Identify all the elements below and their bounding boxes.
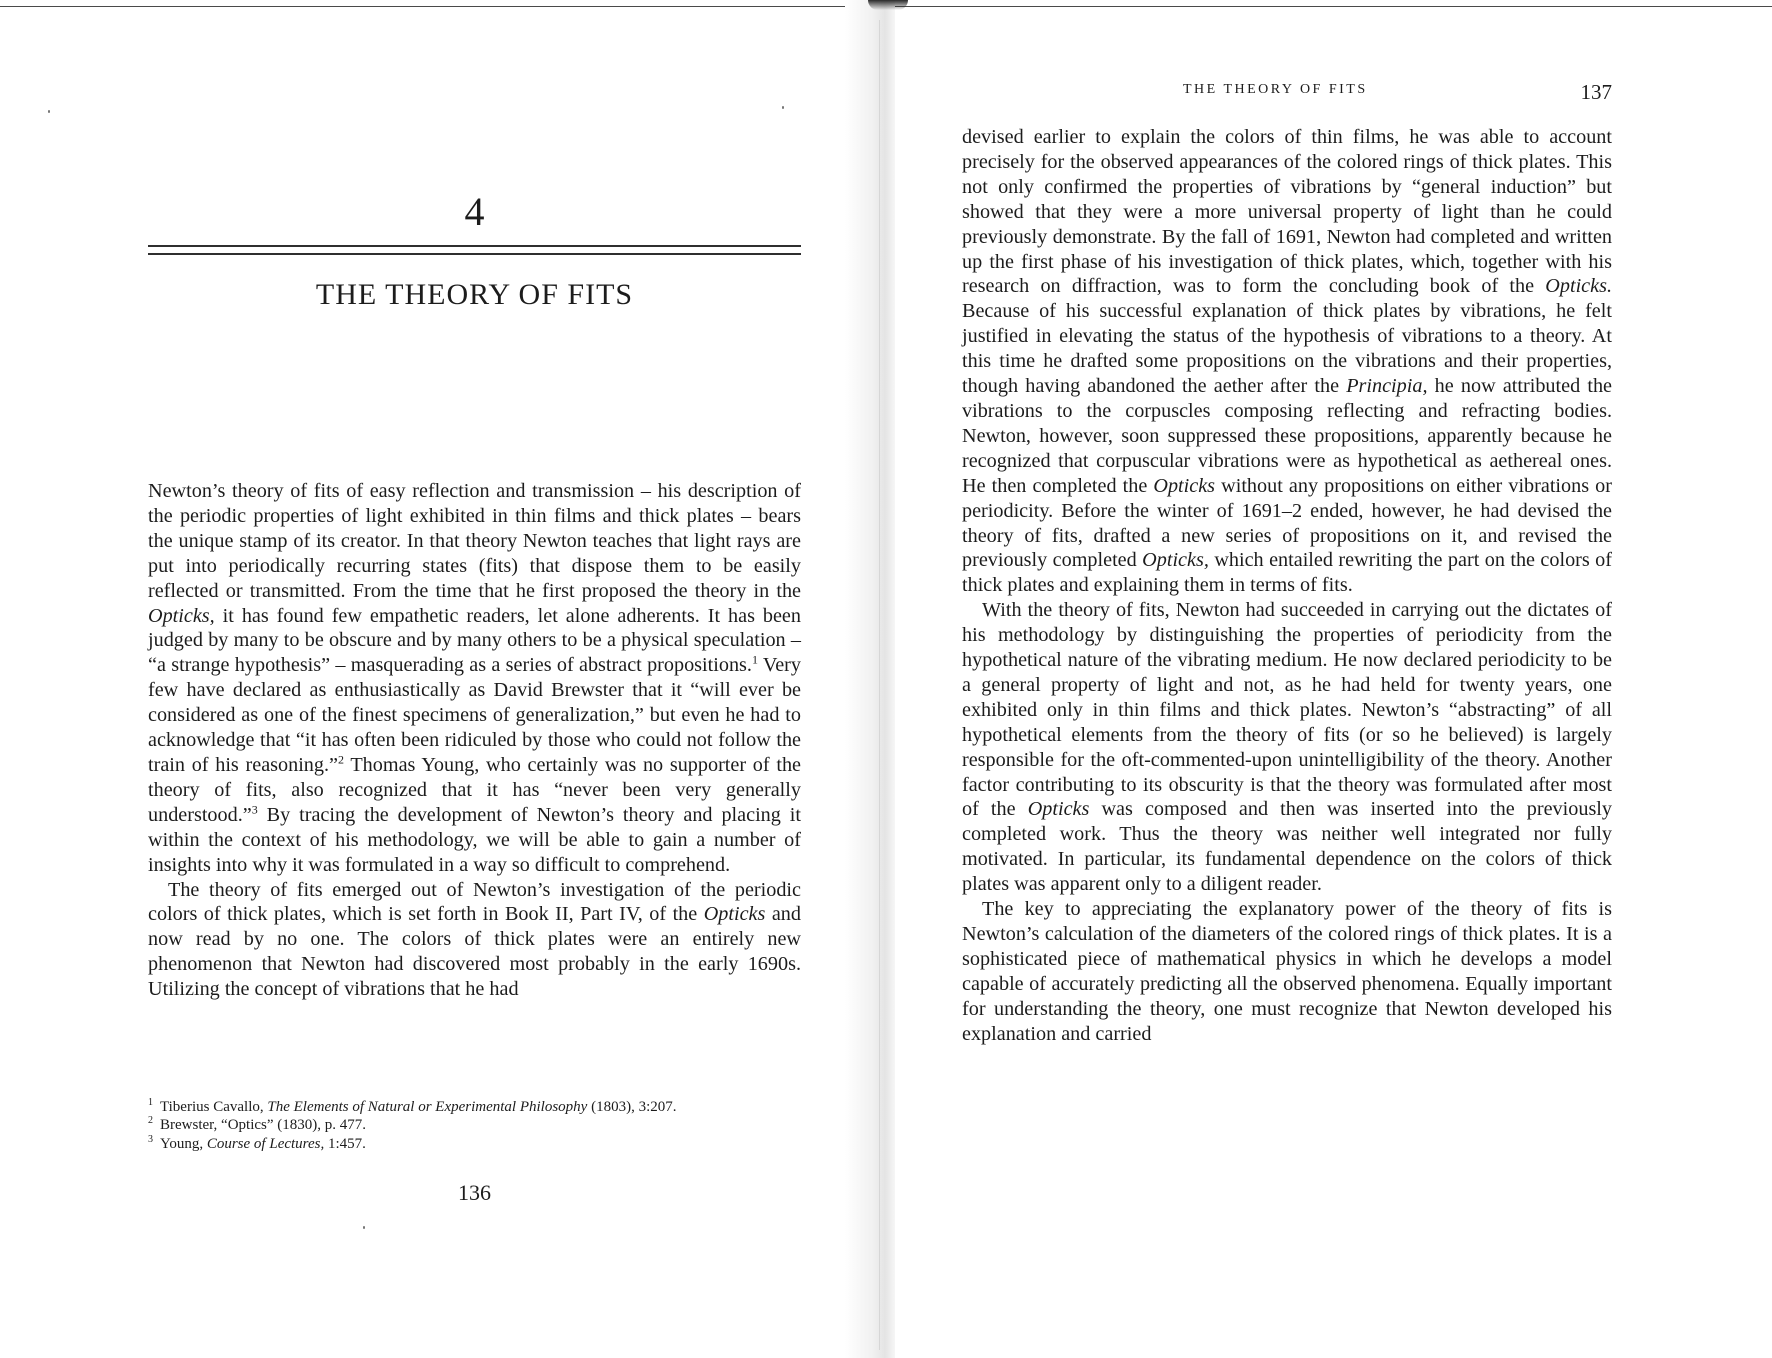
text-run: Newton’s theory of fits of easy reflection and transmission – his description of the periodic properties of light exhibited in thin films and thick plates – bears the unique stamp of its creator. In that theory Newton teaches that light rays are put into periodically recurring states (fits) that dispose them to be easily reflected or transmitted. From the time that he first proposed the theory in the xyxy=(148,480,801,602)
text-run: The theory of fits emerged out of Newton’s investigation of the periodic colors of thick plates, which is set forth in Book II, Part IV, of the xyxy=(148,878,801,926)
italic-text: Opticks. xyxy=(1545,275,1612,298)
italic-text: Opticks xyxy=(1153,474,1216,497)
chapter-double-rule xyxy=(148,245,801,255)
footnote-marker: 2 xyxy=(338,752,344,767)
paragraph xyxy=(962,897,1612,1046)
text-run: Young, xyxy=(160,1135,207,1152)
chapter-title: THE THEORY OF FITS xyxy=(315,278,634,311)
text-run: 1:457. xyxy=(324,1135,366,1152)
text-run: Thomas Young, who certainly was no supporter of the theory of fits, also recognized that it has “never been very generally understood.” xyxy=(148,753,802,826)
text-run: without any propositions on either vibrations or periodicity. Before the winter of 1691–2 ended, however, he had devised the theory of fits, drafted a new series of propositions on it, and revised the previously completed xyxy=(962,474,1612,572)
footnote-marker: 2 xyxy=(148,1115,153,1127)
italic-text: The Elements of Natural or Experimental Philosophy xyxy=(267,1099,588,1115)
footnote xyxy=(148,1098,801,1116)
gutter-shadow xyxy=(868,0,908,10)
page-number: 137 xyxy=(1580,80,1612,104)
dust-speck xyxy=(48,110,50,113)
right-body-text xyxy=(962,125,1612,1047)
left-page xyxy=(148,0,801,1358)
chapter-number: 4 xyxy=(464,189,485,234)
text-run: With the theory of fits, Newton had succeeded in carrying out the dictates of his methodology by distinguishing the properties of periodicity from the hypothetical nature of the vibrating medium. He now declared periodicity to be a general property of light and not, as he had held for twenty years, one exhibited only in thin films and thick plates. Newton’s “abstracting” of all hypothetical elements from the theory of fits (or so he believed) is largely responsible for the oft-commented-upon unintelligibility of the theory. Another factor contributing to its obscurity is that the theory was formulated after most of the xyxy=(962,599,1612,821)
paragraph xyxy=(962,598,1612,897)
italic-text: Opticks, xyxy=(148,604,215,627)
text-run: Because of his successful explanation of thick plates by vibrations, he felt justified in elevating the status of the hypothesis of vibrations to a theory. At this time he drafted some propositions on the vibrations and their properties, though having abandoned the aether after the xyxy=(962,300,1612,398)
text-run: Brewster, “Optics” (1830), p. 477. xyxy=(160,1117,367,1134)
left-body-text xyxy=(148,479,801,1002)
italic-text: Opticks xyxy=(1027,798,1090,821)
text-run: it has found few empathetic readers, let alone adherents. It has been judged by many to be obscure and by many others to be a physical speculation – “a strange hypothesis” – masquerading as a series of abstract propositions. xyxy=(148,604,801,677)
text-run: The key to appreciating the explanatory power of the theory of fits is Newton’s calculation of the diameters of the colored rings of thick plates. It is a sophisticated piece of mathematical physics in which he develops a model capable of accurately predicting all the observed phenomena. Equally important for understanding the theory, one must recognize that Newton developed his explanation and carried xyxy=(962,898,1612,1045)
paragraph xyxy=(148,878,801,1003)
footnote xyxy=(148,1116,801,1134)
paragraph xyxy=(148,479,801,878)
text-run: devised earlier to explain the colors of thin films, he was able to account precisely for the observed appearances of the colored rings of thick plates. This not only confirmed the properties of vibrations by “general induction” but showed that they were a more universal property of light than he could previously demonstrate. By the fall of 1691, Newton had completed and written up the first phase of his investigation of thick plates, which, together with his research on diffraction, was to form the concluding book of the xyxy=(962,126,1612,298)
page-number: 136 xyxy=(458,1180,491,1205)
footnote xyxy=(148,1135,801,1153)
footnote-marker: 3 xyxy=(148,1133,153,1145)
text-run: he now attributed the vibrations to the corpuscles composing reflecting and refracting bodies. Newton, however, soon suppressed these propositions, apparently because he recognized that corpuscular vibrations were as hypothetical as aethereal ones. He then completed the xyxy=(962,375,1612,497)
gutter-line xyxy=(879,20,880,1350)
footnotes xyxy=(148,1098,801,1153)
right-page xyxy=(962,0,1612,1358)
footnote-marker: 1 xyxy=(148,1097,153,1108)
text-run: which entailed rewriting the part on the colors of thick plates and explaining them in terms of fits. xyxy=(962,549,1613,597)
text-run: By tracing the development of Newton’s theory and placing it within the context of his methodology, we will be able to gain a number of insights into why it was formulated in a way so difficult to comprehend. xyxy=(148,803,801,876)
text-run: Tiberius Cavallo, xyxy=(160,1099,268,1115)
italic-text: Principia, xyxy=(1346,375,1428,398)
running-head: THE THEORY OF FITS xyxy=(1183,82,1368,97)
book-gutter xyxy=(845,0,895,1358)
paragraph xyxy=(962,125,1612,598)
text-run: (1803), 3:207. xyxy=(587,1099,677,1115)
italic-text: Opticks, xyxy=(1142,549,1209,572)
italic-text: Course of Lectures, xyxy=(206,1135,325,1152)
text-run: Very few have declared as enthusiastically as David Brewster that it “will ever be considered as one of the finest specimens of generalization,” but even he had to acknowledge that “it has often been ridiculed by those who could not follow the train of his reasoning.” xyxy=(148,654,801,776)
footnote-marker: 3 xyxy=(251,802,258,817)
text-run: and now read by no one. The colors of thick plates were an entirely new phenomenon that Newton had discovered most probably in the early 1690s. Utilizing the concept of vibrations that he had xyxy=(148,903,801,1001)
footnote-marker: 1 xyxy=(751,652,758,667)
italic-text: Opticks xyxy=(703,903,766,926)
text-run: was composed and then was inserted into the previously completed work. Thus the theory was neither well integrated nor fully motivated. In particular, its fundamental dependence on the colors of thick plates was apparent only to a diligent reader. xyxy=(962,798,1612,896)
